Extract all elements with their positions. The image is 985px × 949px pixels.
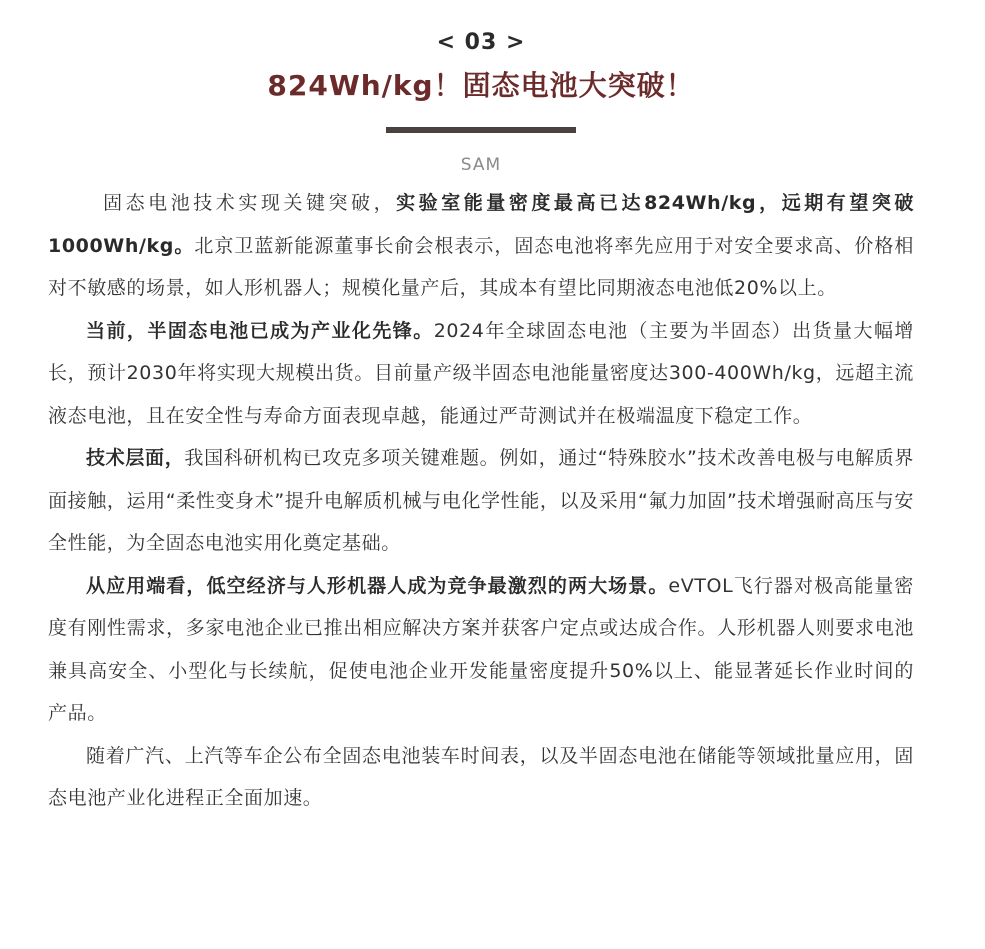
paragraph-2-text: 2024年全球固态电池（主要为半固态）出货量大幅增长，预计2030年将实现大规模出货。目前量产级半固态电池能量密度达300-400Wh/kg，远超主流液态电池，且在安全性与寿命方面表现卓越，能通过严苛测试并在极端温度下稳定工作。 <box>48 319 914 427</box>
paragraph-4-text: eVTOL飞行器对极高能量密度有刚性需求，多家电池企业已推出相应解决方案并获客户定点或达成合作。人形机器人则要求电池兼具高安全、小型化与长续航，促使电池企业开发能量密度提升50%以上、能显著延长作业时间的产品。 <box>48 574 915 724</box>
paragraph-2-highlight: 当前，半固态电池已成为产业化先锋。 <box>86 319 434 342</box>
paragraph-3-text: 我国科研机构已攻克多项关键难题。例如，通过“特殊胶水”技术改善电极与电解质界面接触，运用“柔性变身术”提升电解质机械与电化学性能，以及采用“氟力加固”技术增强耐高压与安全性能，为全固态电池实用化奠定基础。 <box>48 447 914 554</box>
paragraph-2 <box>48 310 914 438</box>
section-number: < 03 > <box>436 30 526 55</box>
article-title: 824Wh/kg！固态电池大突破！ <box>267 69 695 102</box>
paragraph-5 <box>48 735 914 820</box>
paragraph-1 <box>48 182 914 310</box>
paragraph-1-highlight: 实验室能量密度最高已达824Wh/kg，远期有望突破1000Wh/kg。 <box>48 192 915 257</box>
paragraph-3-highlight: 技术层面， <box>86 447 185 469</box>
title-divider <box>386 127 576 133</box>
paragraph-3 <box>48 437 914 565</box>
paragraph-5-text: 随着广汽、上汽等车企公布全固态电池装车时间表，以及半固态电池在储能等领域批量应用，固态电池产业化进程正全面加速。 <box>48 744 914 809</box>
paragraph-1-text: 北京卫蓝新能源董事长俞会根表示，固态电池将率先应用于对安全要求高、价格相对不敏感的场景，如人形机器人；规模化量产后，其成本有望比同期液态电池低20%以上。 <box>48 234 914 299</box>
paragraph-4-highlight: 从应用端看，低空经济与人形机器人成为竞争最激烈的两大场景。 <box>86 574 669 597</box>
article-body <box>48 182 914 820</box>
author-name: SAM <box>460 155 502 175</box>
paragraph-4 <box>48 565 914 735</box>
paragraph-1-intro: 固态电池技术实现关键突破， <box>103 192 397 214</box>
